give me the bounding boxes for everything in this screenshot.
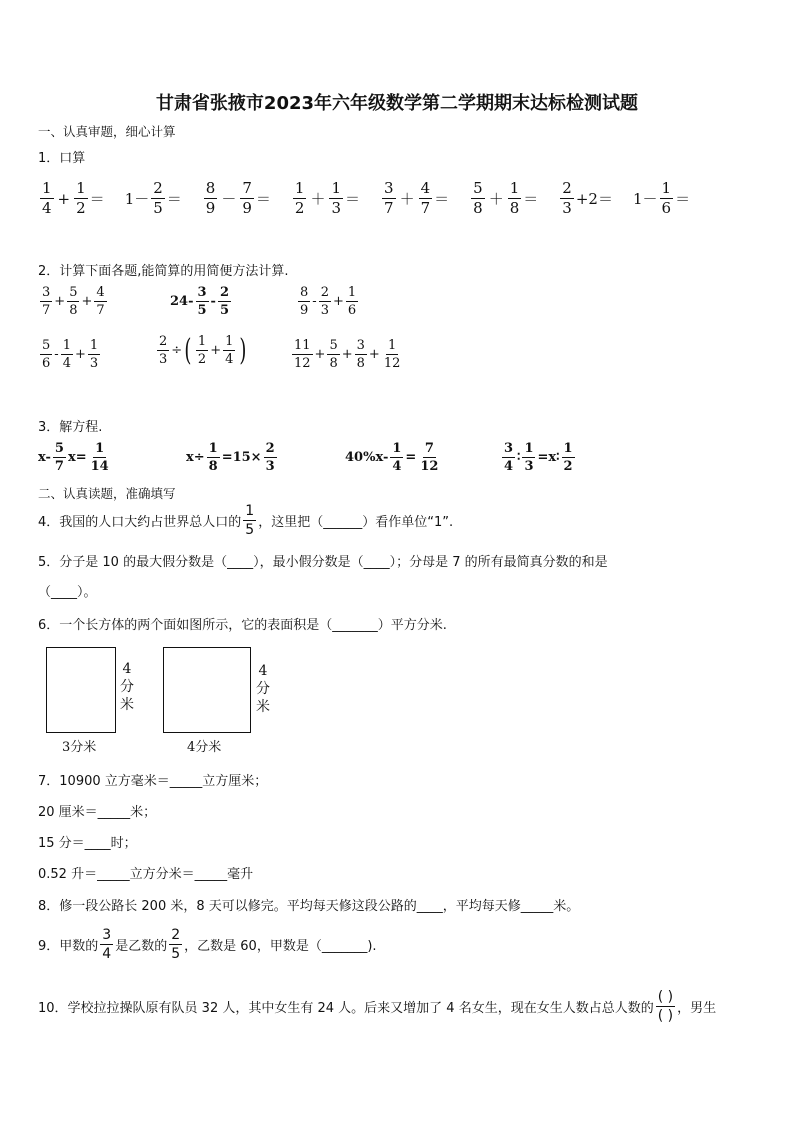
expression: $\frac{5}{6}$ - $\frac{1}{4}$ + $\frac{1}{3}$ (42, 338, 99, 371)
question-7-line4: 0.52 升＝_____立方分米＝_____毫升 (38, 867, 254, 882)
equation: x÷ $\frac{1}{8}$ =15× $\frac{2}{3}$ (186, 441, 275, 474)
face-rectangle-2 (163, 647, 251, 733)
question-9: 9．甲数的 $\frac{3}{4}$ 是乙数的 $\frac{2}{5}$ ，乙数是 60，甲数是（_______). (38, 927, 377, 962)
fraction: $\frac{3}{7}$ (384, 179, 394, 217)
question-8: 8．修一段公路长 200 米，8 天可以修完。平均每天修这段公路的____，平均每天修_____米。 (38, 899, 580, 914)
question-10: 10．学校拉拉操队原有队员 32 人，其中女生有 24 人。后来又增加了 4 名女生，现在女生人数占总人数的 $\frac{( )}{( )}$ ，男生 (38, 990, 717, 1023)
bottom-label-1: 3分米 (62, 740, 97, 755)
expression: $\frac{11}{12}$ + $\frac{5}{8}$ + $\frac{3}{8}$ + $\frac{1}{12}$ (294, 338, 401, 371)
expression: $\frac{3}{7}$ + $\frac{5}{8}$ + $\frac{4}{7}$ (42, 285, 105, 318)
mental-calc-item: $\frac{8}{9}$ － $\frac{7}{9}$ ＝ (205, 179, 271, 217)
face-rectangle-1 (46, 647, 116, 733)
section-heading-2: 二、认真读题，准确填写 (38, 486, 176, 501)
section-heading-1: 一、认真审题，细心计算 (38, 124, 176, 139)
question-6: 6．一个长方体的两个面如图所示，它的表面积是（_______）平方分米. (38, 618, 447, 633)
question-3-label: 3．解方程. (38, 420, 103, 435)
equation: x- $\frac{5}{7}$ x= $\frac{1}{14}$ (38, 441, 109, 474)
fraction: $\frac{1}{8}$ (509, 179, 520, 217)
mental-calc-item: $\frac{5}{8}$ ＋ $\frac{1}{8}$ ＝ (473, 179, 539, 217)
fraction: $\frac{4}{7}$ (420, 179, 431, 217)
question-2-label: 2．计算下面各题,能简算的用简便方法计算. (38, 264, 289, 279)
question-7-line3: 15 分＝____时； (38, 836, 137, 851)
fraction: $\frac{1}{6}$ (661, 179, 672, 217)
fraction: $\frac{5}{8}$ (473, 179, 483, 217)
fraction: $\frac{8}{9}$ (205, 179, 216, 217)
side-label-1: 4 分 米 (120, 661, 134, 713)
side-label-2: 4 分 米 (256, 663, 270, 715)
fraction: $\frac{1}{2}$ (294, 179, 305, 217)
fraction: $\frac{1}{2}$ (76, 179, 86, 217)
mental-calc-item: $\frac{1}{4}$ + $\frac{1}{2}$ ＝ (42, 179, 105, 217)
mental-calc-item: $\frac{1}{2}$ ＋ $\frac{1}{3}$ ＝ (294, 179, 361, 217)
fraction: $\frac{2}{5}$ (153, 179, 163, 217)
expression: 24- $\frac{3}{5}$ - $\frac{2}{5}$ (170, 285, 229, 318)
question-1-items (38, 181, 758, 216)
question-5-line2: （____）。 (38, 585, 97, 600)
equation: 40%x- $\frac{1}{4}$ = $\frac{7}{12}$ (345, 441, 439, 474)
question-4: 4．我国的人口大约占世界总人口的 $\frac{1}{5}$ ，这里把（______）看作单位“1”. (38, 503, 454, 538)
expression: $\frac{8}{9}$ - $\frac{2}{3}$ + $\frac{1}{6}$ (300, 285, 357, 318)
fraction: $\frac{2}{3}$ (562, 179, 572, 217)
fraction: $\frac{1}{3}$ (331, 179, 342, 217)
question-7-line2: 20 厘米＝_____米； (38, 805, 157, 820)
question-5-line1: 5．分子是 10 的最大假分数是（____），最小假分数是（____）；分母是 7 的所有最简真分数的和是 (38, 555, 608, 570)
question-1-label: 1．口算 (38, 151, 86, 166)
fraction: $\frac{7}{9}$ (242, 179, 252, 217)
question-7-line1: 7．10900 立方毫米＝_____立方厘米； (38, 774, 268, 789)
bottom-label-2: 4分米 (187, 740, 222, 755)
mental-calc-item: $\frac{3}{7}$ ＋ $\frac{4}{7}$ ＝ (384, 179, 450, 217)
mental-calc-item: 1－ $\frac{1}{6}$ ＝ (632, 179, 691, 217)
mental-calc-item: 1－ $\frac{2}{5}$ ＝ (124, 179, 182, 217)
page-title: 甘肃省张掖市2023年六年级数学第二学期期末达标检测试题 (155, 93, 639, 114)
equation: $\frac{3}{4}$ ∶ $\frac{1}{3}$ =x∶ $\frac{1}{2}$ (504, 441, 573, 474)
mental-calc-item: $\frac{2}{3}$ +2＝ (562, 179, 613, 217)
fraction: $\frac{1}{4}$ (42, 179, 52, 217)
expression: $\frac{2}{3}$ ÷ ( $\frac{1}{2}$ + $\frac{1}{4}$ ) (159, 332, 247, 368)
